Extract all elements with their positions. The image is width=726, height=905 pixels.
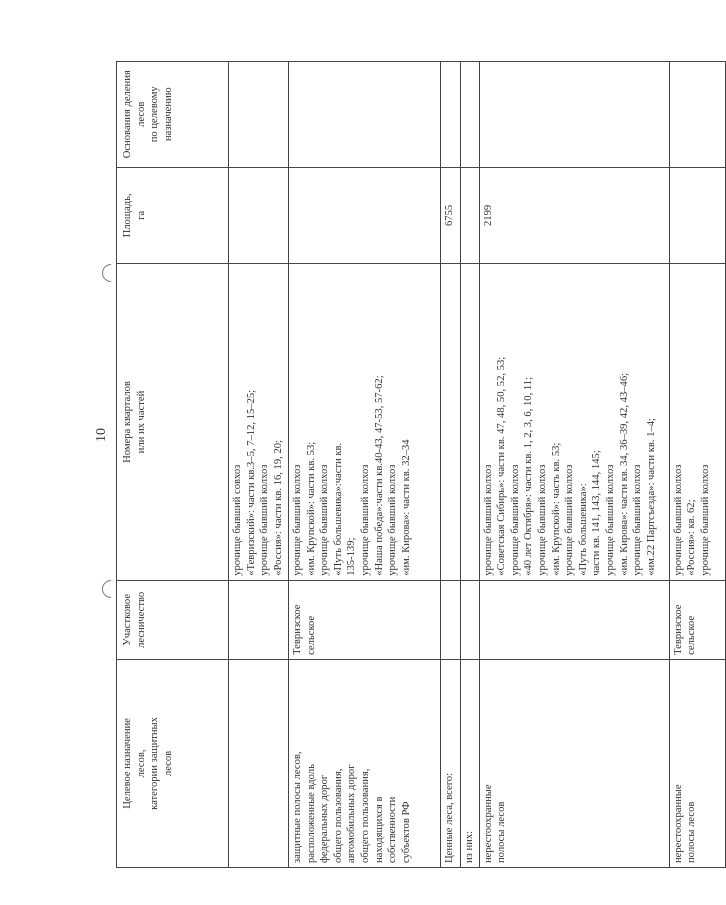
- cell-area: [461, 167, 480, 264]
- table-header-row: [117, 62, 229, 868]
- table-row: [461, 62, 480, 868]
- header-quarters: Номера кварталов или их частей: [117, 264, 229, 581]
- header-purpose: Целевое назначение лесов, категории защитных лесов: [117, 659, 229, 867]
- cell-quarters: урочище бывший колхоз «Советская Сибирь»: части кв. 47, 48, 50, 52, 53; урочище бывший колхоз «40 лет Октября»: части кв. 1, 2, 3, 6, 10, 11; урочище бывший колхоз «им. Крупской»: часть кв. 53; урочище бывший колхоз «Путь большевика»: части кв. 141, 143, 144, 145; урочище бывший колхоз «им. Кирова»: части кв. 34, 36–39, 42, 43–46; урочище бывший колхоз «им.22 Партсъезда»: части кв. 1–4;: [479, 264, 669, 581]
- cell-quarters: урочище бывший совхоз «Тевризский»: части кв.3–5, 7–12, 15–25; урочище бывший колхоз «Россия»: части кв. 16, 19, 20;: [229, 264, 289, 581]
- cell-basis: [229, 62, 289, 168]
- cell-basis: [289, 62, 441, 168]
- cell-area: [289, 167, 441, 264]
- cell-area: [669, 167, 725, 264]
- table-row: [229, 62, 289, 868]
- cell-purpose: защитные полосы лесов, расположенные вдоль федеральных дорог общего пользования, автомобильных дорог общего пользования, находящихся в собственности субъектов РФ: [289, 659, 441, 867]
- cell-purpose: нерестоохранные полосы лесов: [479, 659, 669, 867]
- cell-basis: [461, 62, 480, 168]
- cell-quarters: урочище бывший колхоз «Россия»: кв. 62; урочище бывший колхоз: [669, 264, 725, 581]
- cell-purpose: нерестоохранные полосы лесов: [669, 659, 725, 867]
- table-row: [479, 62, 669, 868]
- cell-purpose: из них:: [461, 659, 480, 867]
- cell-area: 2199: [479, 167, 669, 264]
- forest-purpose-table: [116, 61, 726, 868]
- table-row: [289, 62, 441, 868]
- page-number: 10: [94, 428, 109, 442]
- cell-forestry: Тевризское сельское: [669, 580, 725, 659]
- header-forestry: Участковое лесничество: [117, 580, 229, 659]
- cell-quarters: [461, 264, 480, 581]
- rotated-page: [116, 61, 711, 868]
- header-area: Площадь, га: [117, 167, 229, 264]
- cell-purpose: [229, 659, 289, 867]
- cell-forestry: [441, 580, 461, 659]
- cell-quarters: [441, 264, 461, 581]
- cell-basis: [479, 62, 669, 168]
- cell-forestry: [479, 580, 669, 659]
- cell-basis: [669, 62, 725, 168]
- cell-area: [229, 167, 289, 264]
- cell-area: 6755: [441, 167, 461, 264]
- cell-forestry: Тевризское сельское: [289, 580, 441, 659]
- cell-purpose: Ценные леса, всего:: [441, 659, 461, 867]
- cell-forestry: [229, 580, 289, 659]
- cell-quarters: урочище бывший колхоз «им. Крупской»: части кв. 53; урочище бывший колхоз «Путь большевика»:части кв. 135-139; урочище бывший колхоз «Наша победа»:части кв.40-43, 47-53, 57-62; урочище бывший колхоз «им. Кирова»: части кв. 32–34: [289, 264, 441, 581]
- cell-basis: [441, 62, 461, 168]
- table-row: [441, 62, 461, 868]
- table-row: [669, 62, 725, 868]
- cell-forestry: [461, 580, 480, 659]
- header-basis: Основания деления лесов по целевому назначению: [117, 62, 229, 168]
